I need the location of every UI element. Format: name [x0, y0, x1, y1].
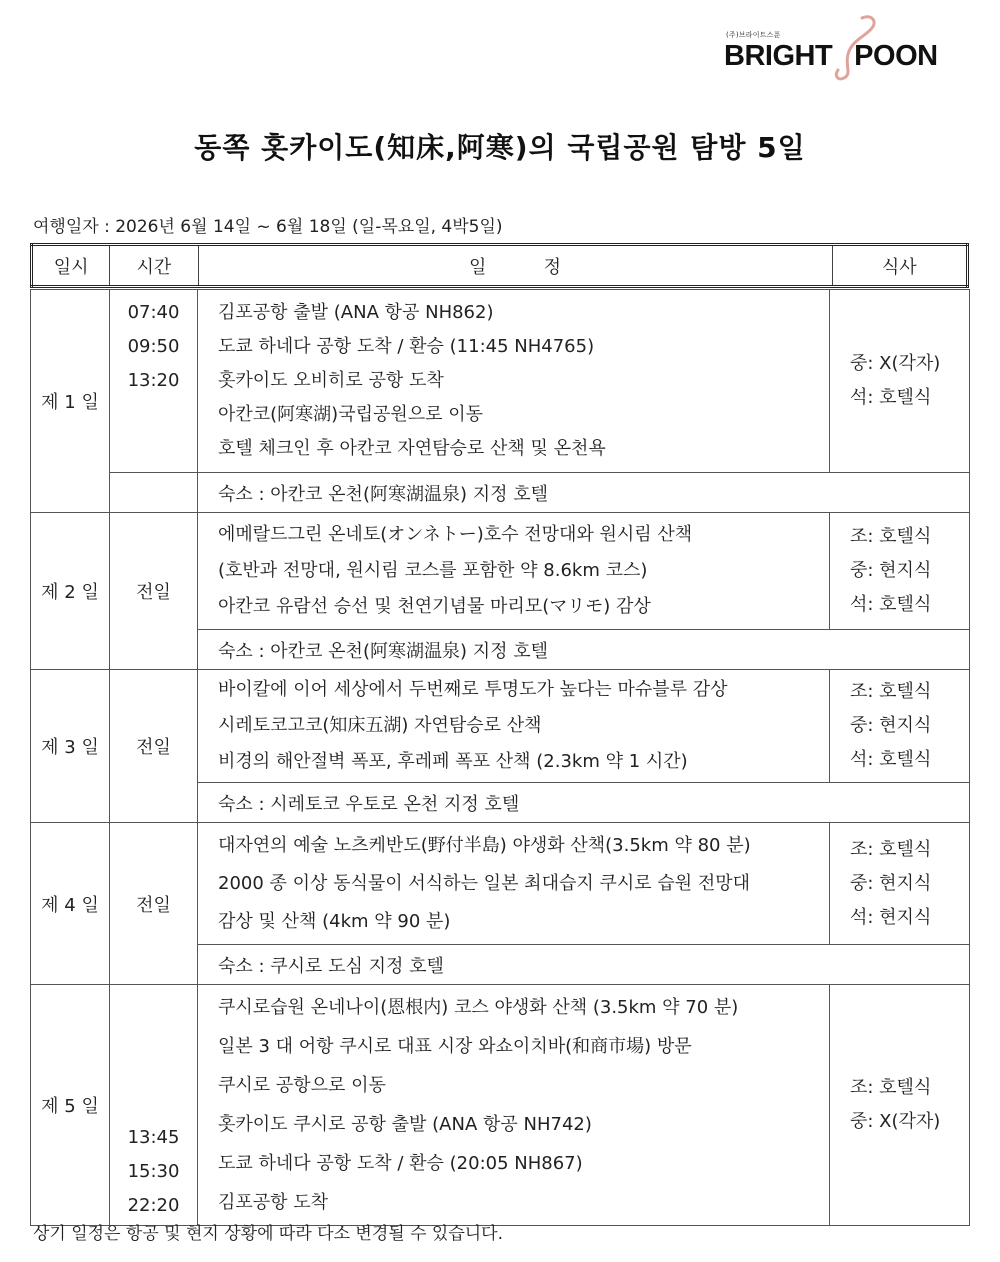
itinerary-line: 호텔 체크인 후 아칸코 자연탐승로 산책 및 온천욕: [218, 438, 606, 459]
time-all-day: 전일: [110, 513, 198, 670]
accommodation: 숙소 : 쿠시로 도심 지정 호텔: [198, 945, 970, 985]
day-label: 제 2 일: [31, 513, 110, 670]
meal-item: 조: 호텔식: [850, 681, 932, 702]
meal-item: 석: 현지식: [850, 906, 932, 928]
itinerary-line: (호반과 전망대, 원시림 코스를 포함한 약 8.6km 코스): [218, 560, 648, 581]
itinerary-cell: [198, 985, 830, 1226]
brand-name-right: POON: [854, 40, 938, 72]
meal-item: 중: X(각자): [850, 1111, 941, 1132]
itinerary-line: 아칸코(阿寒湖)국립공원으로 이동: [218, 404, 484, 425]
itinerary-line: 대자연의 예술 노츠케반도(野付半島) 야생화 산책(3.5km 약 80 분): [218, 834, 751, 856]
itinerary-line: 김포공항 도착: [218, 1192, 329, 1213]
meal-item: 석: 호텔식: [850, 594, 932, 615]
time-value: 09:50: [127, 336, 180, 357]
meal-item: 조: 호텔식: [850, 838, 932, 860]
time-value: 07:40: [127, 302, 180, 323]
itinerary-cell: [198, 823, 830, 945]
itinerary-line: 에메랄드그린 온네토(オンネトー)호수 전망대와 원시림 산책: [218, 524, 693, 545]
day-label: 제 3 일: [31, 670, 110, 823]
day-label: 제 5 일: [31, 985, 110, 1226]
itinerary-line: 도쿄 하네다 공항 도착 / 환승 (20:05 NH867): [218, 1153, 583, 1174]
itinerary-line: 바이칼에 이어 세상에서 두번째로 투명도가 높다는 마슈블루 감상: [218, 679, 728, 700]
time-all-day: 전일: [110, 823, 198, 985]
table-row: [31, 473, 970, 513]
time-value: 13:20: [127, 370, 180, 391]
accommodation: 숙소 : 아칸코 온천(阿寒湖温泉) 지정 호텔: [198, 630, 970, 670]
meal-item: 석: 호텔식: [850, 749, 932, 770]
itinerary-line: 홋카이도 오비히로 공항 도착: [218, 370, 444, 391]
table-row: [31, 985, 970, 1226]
footnote: 상기 일정은 항공 및 현지 상황에 따라 다소 변경될 수 있습니다.: [33, 1224, 503, 1244]
header-time: 시간: [110, 245, 198, 287]
itinerary-cell: [198, 290, 830, 473]
meal-cell: [830, 670, 970, 783]
itinerary-line: 홋카이도 쿠시로 공항 출발 (ANA 항공 NH742): [218, 1114, 592, 1135]
brand-company-name: (주)브라이트스푼: [726, 31, 781, 39]
header-meal: 식사: [832, 245, 967, 287]
day-label: 제 1 일: [31, 290, 110, 513]
itinerary-line: 시레토코고코(知床五湖) 자연탐승로 산책: [218, 715, 542, 736]
time-cell: [110, 985, 198, 1226]
page-title: 동쪽 홋카이도(知床,阿寒)의 국립공원 탐방 5일: [194, 131, 806, 164]
meal-cell: [830, 290, 970, 473]
brand-wordmark: [724, 40, 938, 73]
meal-item: 조: 호텔식: [850, 526, 932, 547]
itinerary-line: 쿠시로습원 온네나이(恩根内) 코스 야생화 산책 (3.5km 약 70 분): [218, 997, 739, 1018]
itinerary-line: 김포공항 출발 (ANA 항공 NH862): [218, 302, 494, 323]
meal-item: 중: X(각자): [850, 353, 941, 374]
meal-cell: [830, 823, 970, 945]
schedule-table: [30, 289, 970, 1226]
table-row: [31, 823, 970, 945]
accommodation: 숙소 : 시레토코 우토로 온천 지정 호텔: [198, 783, 970, 823]
itinerary-line: 비경의 해안절벽 폭포, 후레페 폭포 산책 (2.3km 약 1 시간): [218, 751, 688, 772]
table-row: [31, 290, 970, 473]
itinerary-line: 도쿄 하네다 공항 도착 / 환승 (11:45 NH4765): [218, 336, 595, 357]
itinerary-line: 쿠시로 공항으로 이동: [218, 1075, 386, 1096]
itinerary-line: 2000 종 이상 동식물이 서식하는 일본 최대습지 쿠시로 습원 전망대: [218, 872, 751, 894]
meal-cell: [830, 985, 970, 1226]
brand-name-left: BRIGHT: [724, 40, 833, 72]
time-cell: [110, 290, 198, 473]
travel-dates: 여행일자 : 2026년 6월 14일 ~ 6월 18일 (일-목요일, 4박5일): [33, 217, 503, 237]
meal-item: 조: 호텔식: [850, 1077, 932, 1098]
itinerary-line: 일본 3 대 어항 쿠시로 대표 시장 와쇼이치바(和商市場) 방문: [218, 1036, 692, 1057]
header-day: 일시: [32, 245, 110, 287]
meal-item: 석: 호텔식: [850, 387, 932, 408]
table-row: [31, 513, 970, 630]
itinerary-line: 아칸코 유람선 승선 및 천연기념물 마리모(マリモ) 감상: [218, 596, 651, 617]
day-label: 제 4 일: [31, 823, 110, 985]
table-row: [31, 670, 970, 783]
time-value: 13:45: [127, 1127, 180, 1148]
time-value: 15:30: [127, 1161, 180, 1182]
accommodation: 숙소 : 아칸코 온천(阿寒湖温泉) 지정 호텔: [198, 473, 970, 513]
meal-item: 중: 현지식: [850, 560, 932, 581]
brand-logo: [722, 14, 952, 84]
itinerary-line: 감상 및 산책 (4km 약 90 분): [218, 910, 451, 932]
time-cell: [110, 473, 198, 513]
time-value: 22:20: [127, 1195, 180, 1216]
itinerary-cell: [198, 513, 830, 630]
meal-item: 중: 현지식: [850, 715, 932, 736]
itinerary-cell: [198, 670, 830, 783]
time-all-day: 전일: [110, 670, 198, 823]
schedule-header: [30, 243, 969, 288]
header-schedule: 일 정: [198, 245, 832, 287]
meal-cell: [830, 513, 970, 630]
meal-item: 중: 현지식: [850, 872, 932, 894]
